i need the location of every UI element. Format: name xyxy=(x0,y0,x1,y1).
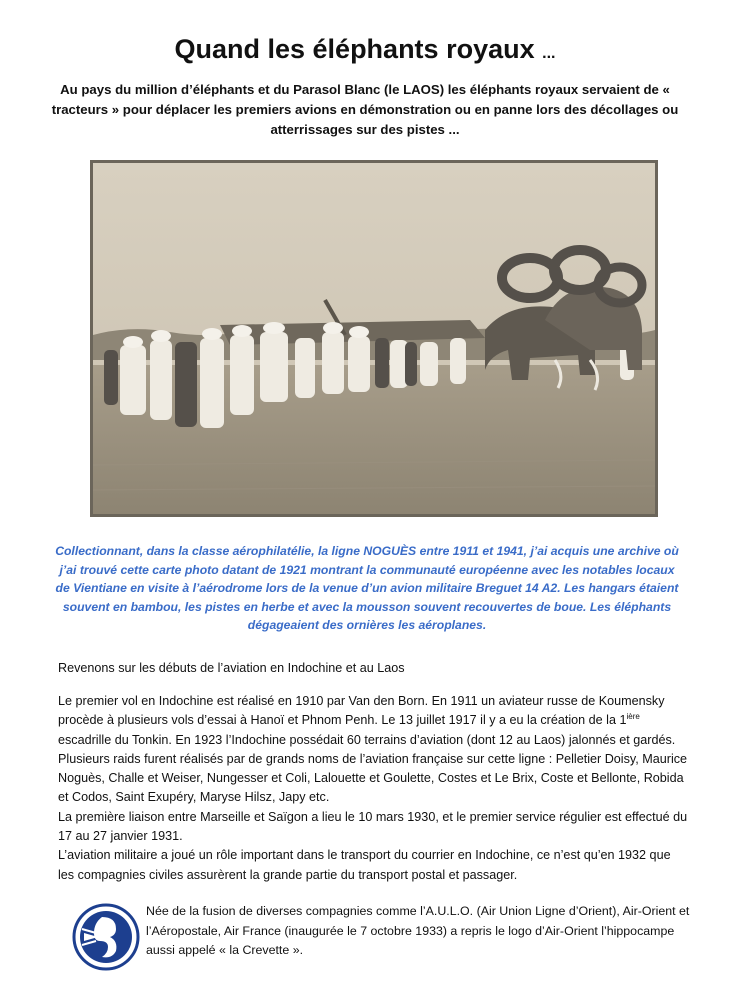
title-ellipsis: ... xyxy=(542,45,556,62)
paragraph-first-flights xyxy=(58,692,688,808)
historical-photo xyxy=(90,160,658,517)
superscript-iere: ière xyxy=(626,712,640,722)
paragraph-first-flights-part2: escadrille du Tonkin. En 1923 l’Indochine possédait 60 terrains d’aviation (dont 12 au Laos) jalonnés et gardés. Plusieurs raids furent réalisés par de grands noms de l’aviation française sur cette ligne : Pelletier Doisy, Maurice Noguès, Challe et Weiser, Nungesser et Coli, Lalouette et Goulette, Costes et Le Brix, Coste et Bellonte, Robida et Codos, Saint Exupéry, Maryse Hilsz, Japy etc. xyxy=(58,732,688,805)
paragraph-military-aviation: L’aviation militaire a joué un rôle important dans le transport du courrier en Indochine, ce n’est qu’en 1932 que les compagnies civiles assurèrent la grande partie du transport postal et passager. xyxy=(58,848,671,882)
historical-photo-drawing xyxy=(90,160,658,517)
paragraph-first-flights-part1: Le premier vol en Indochine est réalisé en 1910 par Van den Born. En 1911 un aviateur russe de Koumensky procède à plusieurs vols d’essai à Hanoï et Phnom Penh. Le 13 juillet 1917 il y a eu la création de la 1 xyxy=(58,694,665,728)
paragraph-marseille-saigon: La première liaison entre Marseille et Saïgon a lieu le 10 mars 1930, et le premier service régulier est effectué du 17 au 27 janvier 1931. xyxy=(58,809,688,844)
photo-caption: Collectionnant, dans la classe aérophilatélie, la ligne NOGUÈS entre 1911 et 1941, j’ai acquis une archive où j’ai trouvé cette carte photo datant de 1921 montrant la communauté européenne avec les notables locaux de Vientiane en visite à l’aérodrome lors de la venue d’un avion militaire Breguet 14 A2. Les hangars étaient souvent en bambou, les pistes en herbe et avec la mousson souvent recouvertes de boue. Les éléphants dégageaient des ornières les aéroplanes. xyxy=(55,544,679,632)
page-title xyxy=(0,34,730,65)
air-france-note: Née de la fusion de diverses compagnies comme l’A.U.L.O. (Air Union Ligne d’Orient), Air-Orient et l’Aéropostale, Air France (inaugurée le 7 octobre 1933) a repris le logo d’Air-Orient l’hippocampe aussi appelé « la Crevette ». xyxy=(146,904,690,957)
history-text xyxy=(58,692,688,885)
air-france-hippocampe-logo-icon xyxy=(72,903,140,971)
section-lead: Revenons sur les débuts de l’aviation en Indochine et au Laos xyxy=(58,661,405,675)
intro-paragraph: Au pays du million d’éléphants et du Parasol Blanc (le LAOS) les éléphants royaux servaient de « tracteurs » pour déplacer les premiers avions en démonstration ou en panne lors des décollages ou atterrissages sur des pistes ... xyxy=(51,82,679,137)
title-text: Quand les éléphants royaux xyxy=(174,34,535,64)
hippocampe-logo-drawing xyxy=(72,903,140,971)
